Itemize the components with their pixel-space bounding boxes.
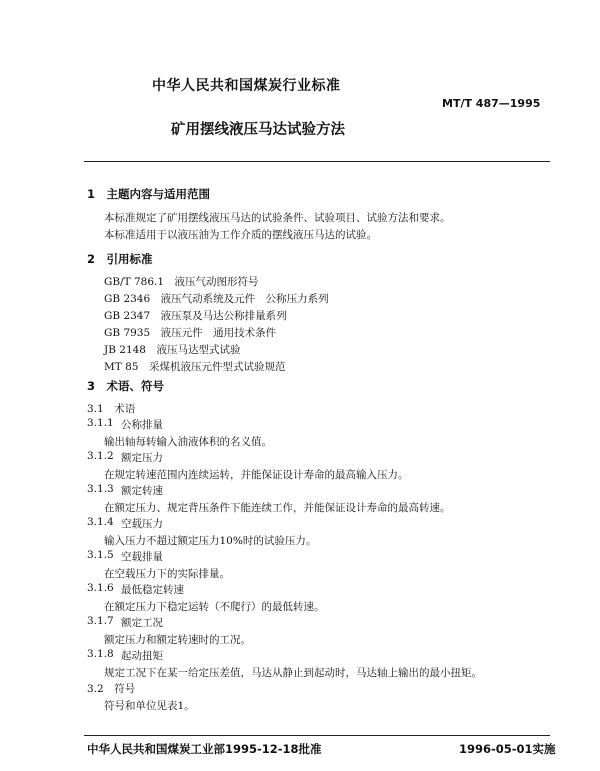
document-title: 矿用摆线液压马达试验方法	[171, 122, 345, 138]
standard-number: MT/T 487—1995	[442, 97, 541, 110]
term-name: 空载排量	[121, 551, 163, 563]
term-definition: 在额定压力、规定背压条件下能连续工作，并能保证设计寿命的最高转速。	[104, 502, 451, 514]
term-definition: 在规定转速范围内连续运转，并能保证设计寿命的最高输入压力。	[104, 469, 409, 481]
header-rule	[84, 161, 550, 162]
term-name: 最低稳定转速	[121, 584, 184, 596]
subsection-3-2-text: 符号和单位见表1。	[104, 700, 195, 712]
reference-item: GB 2346 液压气动系统及元件 公称压力系列	[104, 293, 329, 305]
term-definition: 输入压力不超过额定压力10%时的试验压力。	[104, 535, 317, 547]
section-1-heading: 1 主题内容与适用范围	[87, 187, 211, 201]
effective-date: 1996-05-01实施	[459, 742, 556, 756]
footer-rule	[84, 735, 550, 736]
term-number: 3.1.4	[87, 516, 114, 528]
reference-item: JB 2148 液压马达型式试验	[104, 344, 241, 356]
reference-item: GB 2347 液压泵及马达公称排量系列	[104, 310, 287, 322]
section-2-heading: 2 引用标准	[87, 252, 153, 266]
section-1-paragraph-2: 本标准适用于以液压油为工作介质的摆线液压马达的试验。	[104, 229, 377, 241]
subsection-3-1-heading: 3.1 术语	[87, 403, 136, 415]
term-name: 额定工况	[121, 617, 163, 629]
term-name: 起动扭矩	[121, 650, 163, 662]
term-number: 3.1.7	[87, 615, 114, 627]
term-definition: 输出轴每转输入油液体积的名义值。	[104, 436, 272, 448]
term-definition: 在额定压力下稳定运转（不爬行）的最低转速。	[104, 601, 325, 613]
reference-item: GB/T 786.1 液压气动图形符号	[104, 276, 259, 288]
reference-item: MT 85 采煤机液压元件型式试验规范	[104, 361, 286, 373]
subsection-3-2-heading: 3.2 符号	[87, 683, 136, 695]
term-number: 3.1.1	[87, 417, 114, 429]
term-number: 3.1.3	[87, 483, 114, 495]
term-number: 3.1.5	[87, 549, 114, 561]
term-definition: 在空载压力下的实际排量。	[104, 568, 230, 580]
section-3-heading: 3 术语、符号	[87, 379, 165, 393]
term-name: 额定转速	[121, 485, 163, 497]
term-number: 3.1.6	[87, 582, 114, 594]
section-1-paragraph-1: 本标准规定了矿用摆线液压马达的试验条件、试验项目、试验方法和要求。	[104, 212, 451, 224]
org-title: 中华人民共和国煤炭行业标准	[152, 78, 341, 94]
term-number: 3.1.2	[87, 450, 114, 462]
term-name: 空载压力	[121, 518, 163, 530]
term-name: 额定压力	[121, 452, 163, 464]
term-definition: 规定工况下在某一给定压差值，马达从静止到起动时，马达轴上输出的最小扭矩。	[104, 667, 482, 679]
term-number: 3.1.8	[87, 648, 114, 660]
reference-item: GB 7935 液压元件 通用技术条件	[104, 327, 277, 339]
term-name: 公称排量	[121, 419, 163, 431]
term-definition: 额定压力和额定转速时的工况。	[104, 634, 251, 646]
approval-line: 中华人民共和国煤炭工业部1995-12-18批准	[87, 742, 322, 756]
